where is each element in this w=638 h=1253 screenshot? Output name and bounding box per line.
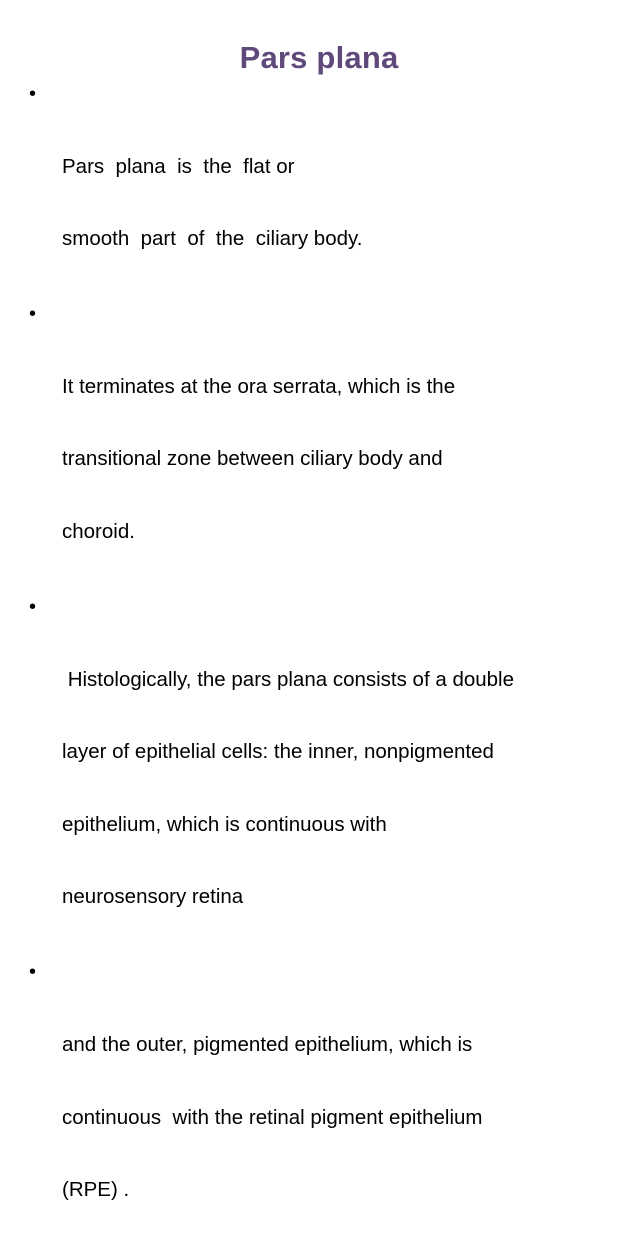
bullet-text-line: neurosensory retina bbox=[62, 885, 244, 909]
bullet-item bbox=[28, 595, 628, 958]
bullet-text-line: layer of epithelial cells: the inner, nonpigmented bbox=[62, 740, 494, 764]
bullet-item bbox=[28, 302, 628, 592]
bullet-list bbox=[28, 82, 628, 1253]
bullet-text-line: continuous with the retinal pigment epithelium bbox=[62, 1105, 483, 1129]
bullet-dot-icon: • bbox=[29, 961, 37, 984]
bullet-dot-icon: • bbox=[29, 303, 37, 326]
bullet-text-line: It terminates at the ora serrata, which is the bbox=[62, 374, 456, 398]
bullet-dot-icon: • bbox=[29, 596, 37, 619]
bullet-text-line: epithelium, which is continuous with bbox=[62, 812, 387, 836]
bullet-text-line: and the outer, pigmented epithelium, which is bbox=[62, 1033, 473, 1057]
slide-title: Pars plana bbox=[239, 40, 399, 75]
bullet-text-line: smooth part of the ciliary body. bbox=[62, 227, 363, 251]
bullet-text-line: transitional zone between ciliary body and bbox=[62, 447, 443, 471]
bullet-text-line: choroid. bbox=[62, 520, 135, 544]
bullet-dot-icon: • bbox=[29, 83, 37, 105]
bullet-text-line: Histologically, the pars plana consists of a double bbox=[62, 667, 515, 691]
bullet-text-line: (RPE) . bbox=[62, 1178, 130, 1202]
bullet-text-line: Pars plana is the flat or bbox=[62, 154, 295, 178]
bullet-item bbox=[28, 960, 628, 1250]
bullet-item bbox=[28, 82, 628, 300]
